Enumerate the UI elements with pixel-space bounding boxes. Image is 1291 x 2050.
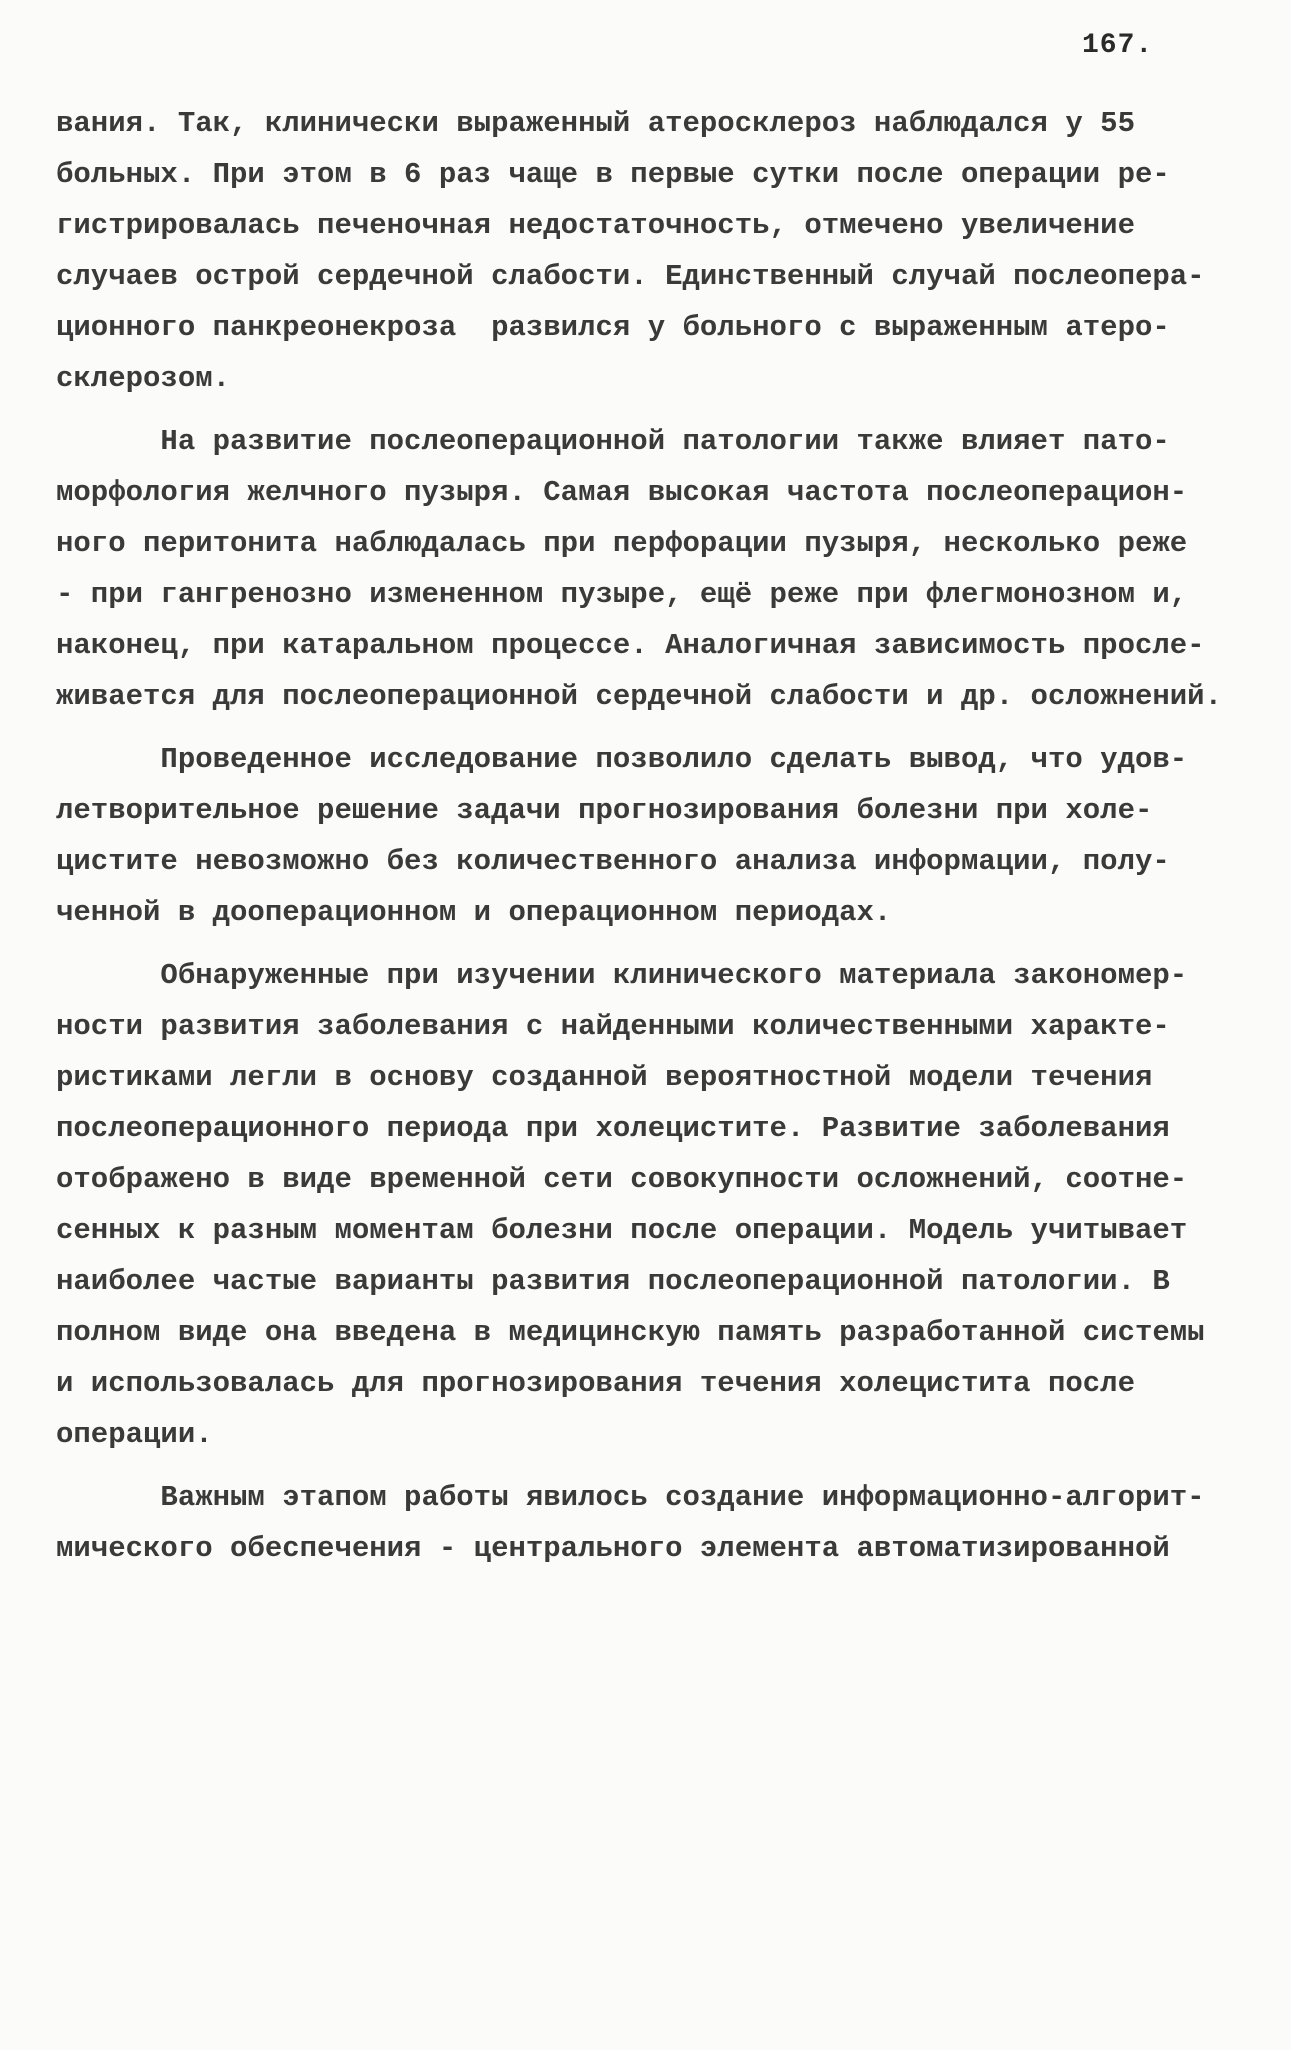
text-line: операции. [56,1418,213,1451]
paragraph-gap [56,722,1231,734]
paragraph-gap [56,938,1231,950]
text-line: наиболее частые варианты развития послеоперационной патологии. В [56,1265,1170,1298]
text-line: мического обеспечения - центрального элемента автоматизированной [56,1532,1170,1565]
text-line: больных. При этом в 6 раз чаще в первые сутки после операции ре- [56,158,1170,191]
text-line: ности развития заболевания с найденными количественными характе- [56,1010,1170,1043]
text-line: послеоперационного периода при холецистите. Развитие заболевания [56,1112,1170,1145]
text-line: Важным этапом работы явилось создание информационно-алгорит- [56,1481,1205,1514]
text-line: случаев острой сердечной слабости. Единственный случай послеопера- [56,260,1205,293]
text-line: морфология желчного пузыря. Самая высокая частота послеоперацион- [56,476,1188,509]
text-line: ченной в дооперационном и операционном периодах. [56,896,892,929]
paragraph-gap [56,1460,1231,1472]
body-text [56,98,1231,1574]
text-line: ционного панкреонекроза развился у больного с выраженным атеро- [56,311,1170,344]
paragraph-gap [56,404,1231,416]
text-line: гистрировалась печеночная недостаточность, отмечено увеличение [56,209,1135,242]
text-line: Обнаруженные при изучении клинического материала закономер- [56,959,1188,992]
text-line: ного перитонита наблюдалась при перфорации пузыря, несколько реже [56,527,1188,560]
text-line: - при гангренозно измененном пузыре, ещё реже при флегмонозном и, [56,578,1188,611]
text-line: летворительное решение задачи прогнозирования болезни при холе- [56,794,1153,827]
text-line: полном виде она введена в медицинскую память разработанной системы [56,1316,1205,1349]
text-line: наконец, при катаральном процессе. Аналогичная зависимость просле- [56,629,1205,662]
text-line: ристиками легли в основу созданной вероятностной модели течения [56,1061,1153,1094]
text-line: Проведенное исследование позволило сделать вывод, что удов- [56,743,1188,776]
text-line: живается для послеоперационной сердечной слабости и др. осложнений. [56,680,1222,713]
text-line: цистите невозможно без количественного анализа информации, полу- [56,845,1170,878]
text-line: вания. Так, клинически выраженный атеросклероз наблюдался у 55 [56,107,1135,140]
text-line: сенных к разным моментам болезни после операции. Модель учитывает [56,1214,1188,1247]
text-line: и использовалась для прогнозирования течения холецистита после [56,1367,1135,1400]
text-line: отображено в виде временной сети совокупности осложнений, соотне- [56,1163,1188,1196]
page-number: 167. [1082,30,1154,61]
text-line: склерозом. [56,362,231,395]
text-line: На развитие послеоперационной патологии также влияет пато- [56,425,1170,458]
